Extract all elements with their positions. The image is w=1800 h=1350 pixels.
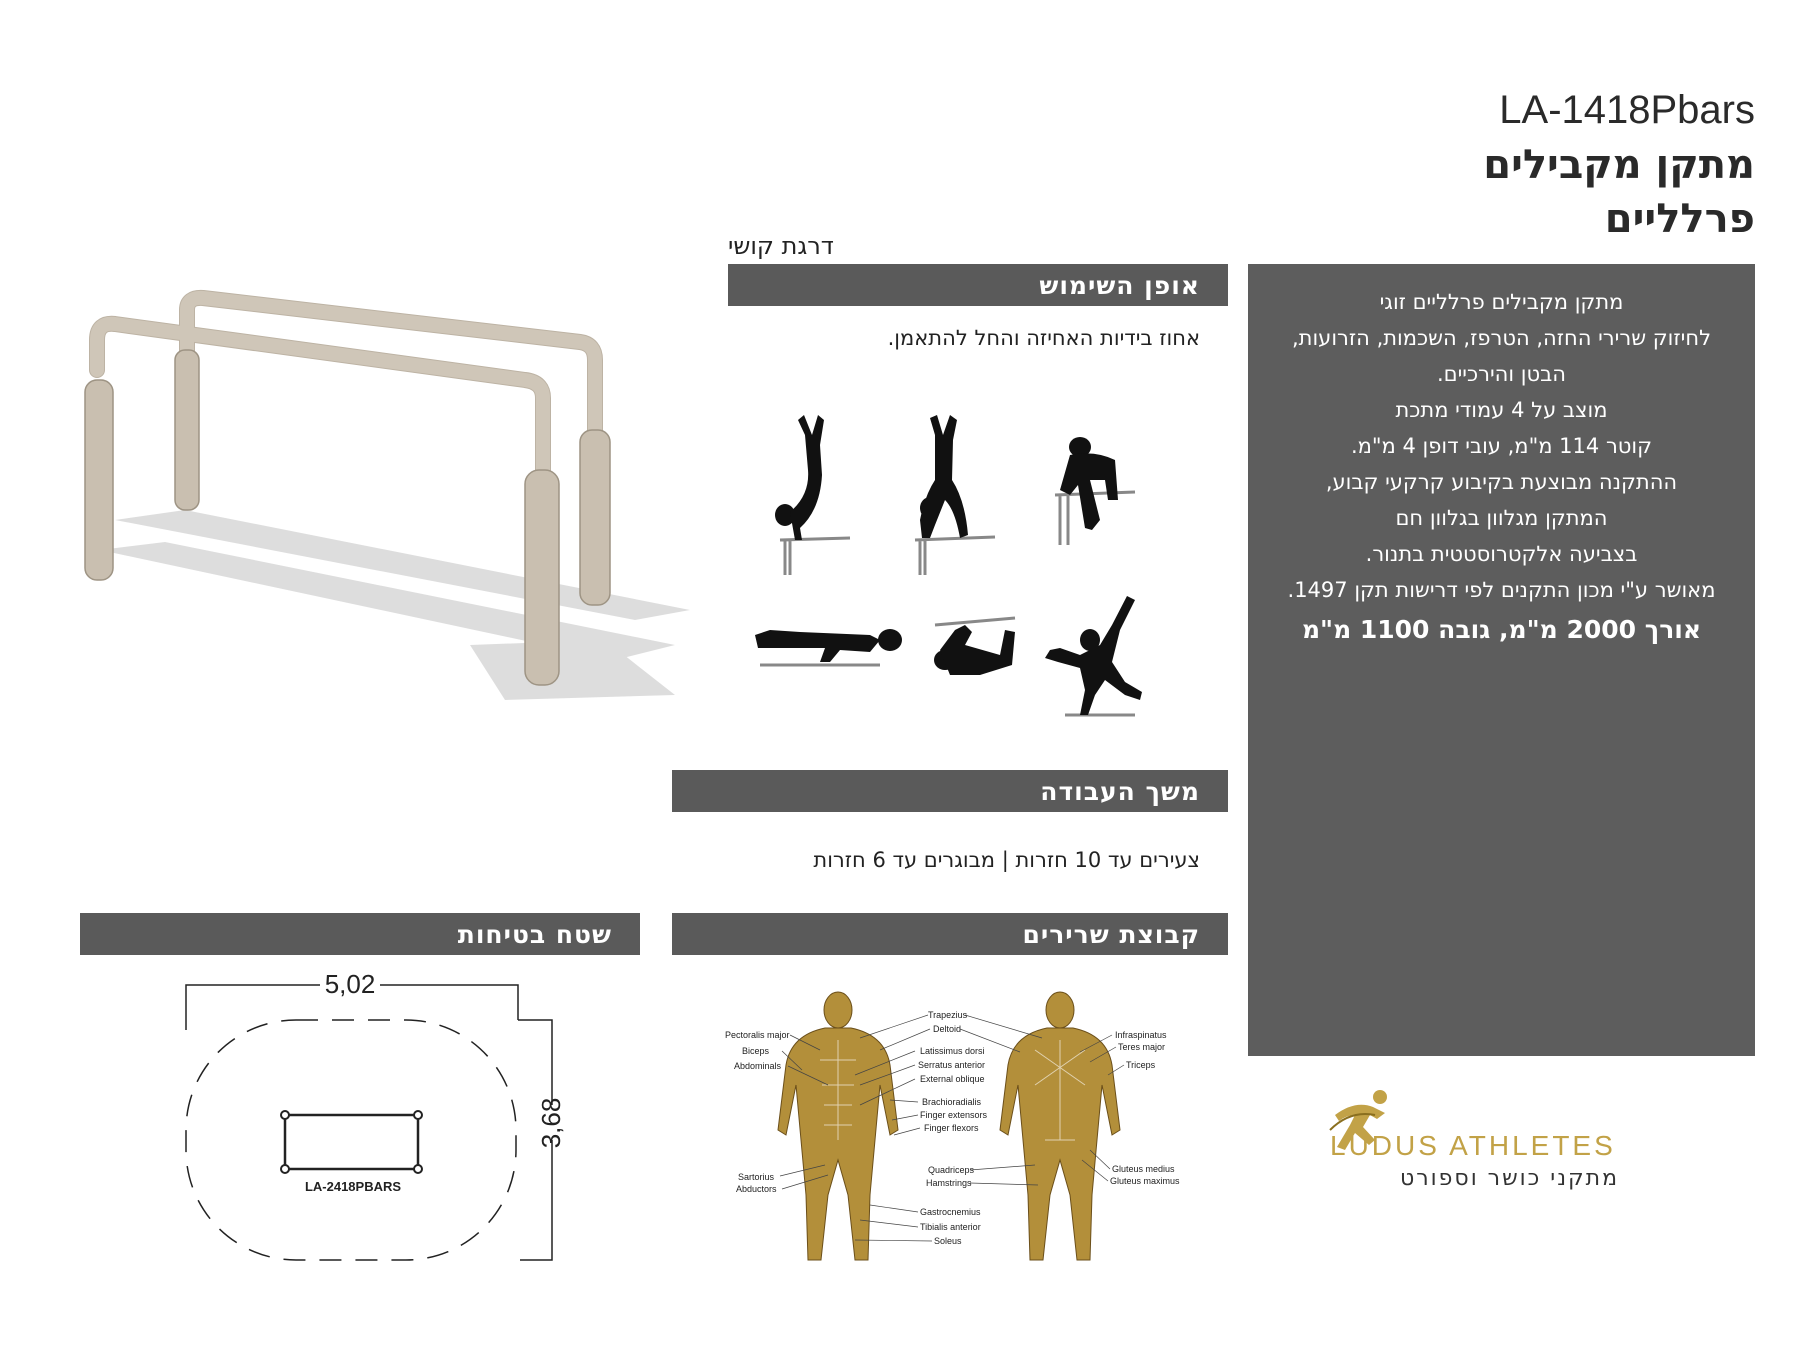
- info-line: לחיזוק שרירי החזה, הטרפז, השכמות, הזרועות,: [1291, 326, 1712, 350]
- model-number: LA-1418Pbars: [1499, 88, 1755, 132]
- safety-height-label: 3,68: [536, 1097, 566, 1149]
- muscle-label-tibialis: Tibialis anterior: [920, 1222, 981, 1232]
- safety-code-label: LA-2418PBARS: [304, 1179, 402, 1194]
- muscle-label-gastrocnemius: Gastrocnemius: [920, 1207, 981, 1217]
- safety-width-label: 5,02: [324, 969, 376, 999]
- difficulty-label: דרגת קושי: [728, 232, 834, 260]
- info-line: מאושר ע"י מכון התקנים לפי דרישות תקן 1497.: [1287, 578, 1716, 602]
- muscle-label-sartorius: Sartorius: [738, 1172, 775, 1182]
- info-line: בצביעה אלקטרוסטטית בתנור.: [1365, 542, 1638, 566]
- safety-area-diagram: [170, 965, 590, 1275]
- muscle-label-latissimus: Latissimus dorsi: [920, 1046, 985, 1056]
- logo-brand: LUDUS ATHLETES: [1330, 1130, 1616, 1161]
- info-line: ההתקנה מבוצעת בקיבוע קרקעי קבוע,: [1325, 470, 1678, 494]
- muscle-label-pectoralis: Pectoralis major: [725, 1030, 790, 1040]
- safety-heading: שטח בטיחות: [80, 913, 640, 955]
- logo-subtitle: מתקני כושר וספורט: [1400, 1166, 1620, 1191]
- muscle-label-hamstrings: Hamstrings: [926, 1178, 972, 1188]
- info-line: המתקן מגלוון בגלוון חם: [1395, 506, 1608, 530]
- workload-heading: משך העבודה: [672, 770, 1228, 812]
- workload-text: צעירים עד 10 חזרות | מבוגרים עד 6 חזרות: [813, 848, 1200, 872]
- muscle-label-deltoid: Deltoid: [933, 1024, 962, 1034]
- muscle-label-gluteus-maximus: Gluteus maximus: [1110, 1176, 1180, 1186]
- muscle-label-triceps: Triceps: [1126, 1060, 1156, 1070]
- muscle-label-serratus: Serratus anterior: [918, 1060, 986, 1070]
- muscle-label-abdominals: Abdominals: [734, 1061, 782, 1071]
- product-info-panel: [1248, 264, 1755, 1056]
- muscle-label-soleus: Soleus: [934, 1236, 962, 1246]
- muscle-label-biceps: Biceps: [742, 1046, 770, 1056]
- parallel-bars-illustration: [75, 280, 715, 720]
- usage-text: אחוז בידיות האחיזה והחל להתאמן.: [887, 326, 1200, 350]
- muscle-label-teres: Teres major: [1118, 1042, 1166, 1052]
- muscle-label-gluteus-medius: Gluteus medius: [1112, 1164, 1175, 1174]
- muscle-label-abductors: Abductors: [736, 1184, 777, 1194]
- dimensions-line: אורך 2000 מ"מ, גובה 1100 מ"מ: [1301, 615, 1702, 644]
- muscle-label-trapezius: Trapezius: [928, 1010, 968, 1020]
- info-line: קוטר 114 מ"מ, עובי דופן 4 מ"מ.: [1350, 434, 1653, 458]
- product-title-line1: מתקן מקבילים: [1483, 142, 1755, 188]
- muscle-chart: [720, 990, 1180, 1275]
- muscle-label-finger-flexors: Finger flexors: [924, 1123, 979, 1133]
- muscle-label-oblique: External oblique: [920, 1074, 985, 1084]
- muscle-label-quadriceps: Quadriceps: [928, 1165, 975, 1175]
- info-line: מתקן מקבילים פרלליים זוגי: [1379, 290, 1624, 314]
- muscles-heading: קבוצת שרירים: [672, 913, 1228, 955]
- muscle-label-finger-extensors: Finger extensors: [920, 1110, 988, 1120]
- exercise-silhouettes: [740, 400, 1170, 730]
- product-title-line2: פרלליים: [1604, 196, 1755, 242]
- muscle-label-brachioradialis: Brachioradialis: [922, 1097, 982, 1107]
- usage-heading: אופן השימוש: [728, 264, 1228, 306]
- info-line: מוצב על 4 עמודי מתכת: [1395, 398, 1608, 422]
- info-line: הבטן והירכיים.: [1437, 362, 1566, 386]
- muscle-label-infraspinatus: Infraspinatus: [1115, 1030, 1167, 1040]
